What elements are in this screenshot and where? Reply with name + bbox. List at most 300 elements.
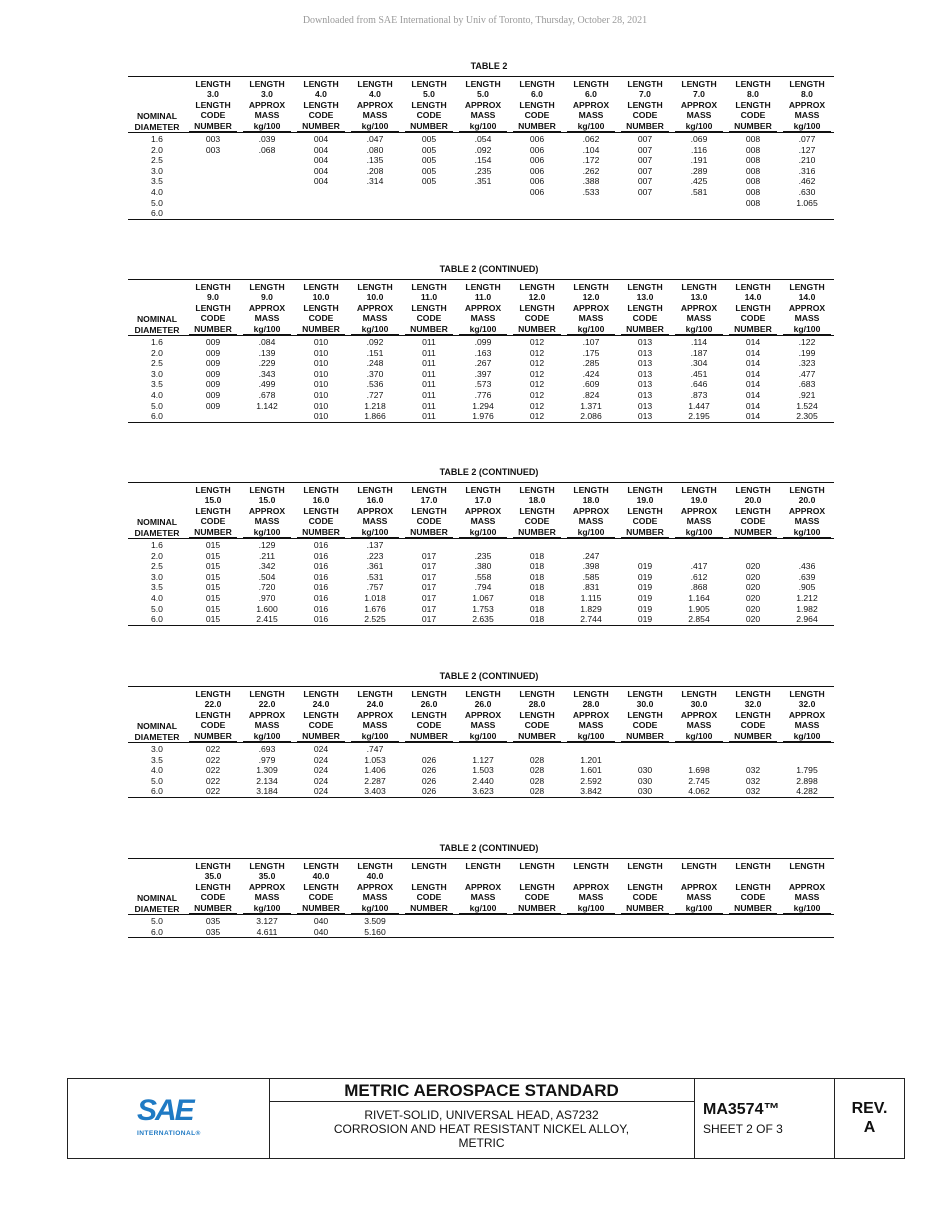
header-line: CODE — [416, 720, 442, 731]
column-header — [294, 687, 348, 743]
table-cell — [564, 927, 618, 938]
table-cell — [240, 187, 294, 198]
header-line: CODE — [524, 110, 550, 121]
header-line: APPROX — [572, 881, 610, 892]
header-line: 20.0 — [744, 495, 762, 506]
header-line: NUMBER — [297, 903, 345, 914]
header-line: LENGTH — [195, 709, 231, 720]
table-cell: .757 — [366, 582, 384, 593]
column-header — [294, 77, 348, 133]
table-cell: 018 — [529, 603, 545, 614]
table-cell: .504 — [258, 571, 276, 582]
header-line: 14.0 — [744, 292, 762, 303]
header-line: MASS — [578, 313, 604, 324]
diameter-cell: 3.0 — [151, 744, 163, 755]
column-header — [780, 687, 834, 743]
table-cell — [618, 539, 672, 551]
table-cell: 022 — [205, 754, 221, 765]
table-row — [128, 369, 834, 380]
table-row — [128, 604, 834, 615]
header-line: kg/100 — [459, 527, 507, 538]
table-cell: 013 — [637, 400, 653, 411]
table-header-row — [128, 280, 834, 336]
header-line: APPROX — [680, 302, 718, 313]
table-cell: 1.294 — [472, 400, 494, 411]
column-header — [348, 483, 402, 539]
header-line: LENGTH — [195, 485, 231, 495]
header-line: CODE — [308, 720, 334, 731]
header-line: NUMBER — [513, 903, 561, 914]
header-line: APPROX — [680, 881, 718, 892]
table-cell — [726, 915, 780, 927]
table-row — [128, 133, 834, 145]
description-line: RIVET-SOLID, UNIVERSAL HEAD, AS7232 — [364, 1108, 599, 1122]
table-cell: 007 — [637, 176, 653, 187]
table-row — [128, 786, 834, 797]
table-cell — [618, 198, 672, 209]
table-cell — [186, 187, 240, 198]
header-line: CODE — [308, 110, 334, 121]
diameter-cell: 1.6 — [151, 540, 163, 551]
table-cell — [780, 927, 834, 938]
table-cell: 009 — [205, 337, 221, 348]
header-line: LENGTH — [357, 485, 393, 495]
table-cell: 040 — [294, 927, 348, 938]
table-cell: 013 — [637, 368, 653, 379]
header-line: CODE — [200, 892, 226, 903]
header-line: MASS — [362, 313, 388, 324]
table-cell: .092 — [474, 144, 492, 155]
table-cell: 013 — [637, 358, 653, 369]
table-cell — [672, 208, 726, 219]
table-cell: 2.592 — [580, 775, 602, 786]
table-cell: .609 — [582, 379, 600, 390]
header-line: LENGTH — [303, 709, 339, 720]
table-cell: 1.201 — [580, 754, 602, 765]
table-cell: 1.976 — [456, 411, 510, 422]
table-cell: 019 — [637, 571, 653, 582]
header-line: kg/100 — [351, 121, 399, 132]
table-cell: .727 — [366, 390, 384, 400]
diameter-cell: 3.5 — [151, 379, 163, 390]
table-cell: 024 — [313, 765, 329, 776]
table-cell — [564, 743, 618, 755]
table-cell: .612 — [690, 571, 708, 582]
table-cell: 032 — [726, 786, 780, 797]
header-line: kg/100 — [243, 324, 291, 335]
header-line: kg/100 — [675, 121, 723, 132]
column-header — [456, 483, 510, 539]
header-line: 19.0 — [690, 495, 708, 506]
table-cell — [402, 915, 456, 927]
table-cell: .285 — [582, 358, 600, 369]
table-cell: 1.218 — [364, 400, 386, 411]
table-cell — [186, 176, 240, 187]
table-cell: .262 — [582, 165, 600, 176]
diameter-cell: 4.0 — [151, 593, 163, 603]
table-row — [128, 572, 834, 583]
header-line: 24.0 — [312, 699, 330, 710]
header-line: NUMBER — [405, 903, 453, 914]
table-cell — [186, 208, 240, 219]
table-cell: 020 — [745, 561, 761, 572]
header-line: LENGTH — [249, 79, 285, 89]
table-cell: 011 — [422, 358, 436, 369]
column-header — [672, 859, 726, 915]
header-line: LENGTH — [303, 505, 339, 516]
table-cell: 008 — [745, 176, 761, 187]
header-line: MASS — [578, 720, 604, 731]
table-cell: 017 — [421, 561, 437, 572]
table-cell: 007 — [637, 165, 653, 176]
table-cell: 010 — [313, 368, 329, 379]
header-line: LENGTH — [303, 485, 339, 495]
header-line: kg/100 — [783, 121, 831, 132]
table-cell: 003 — [205, 144, 221, 155]
header-line: NOMINAL — [136, 517, 178, 528]
header-line — [456, 871, 510, 881]
table-cell: 013 — [618, 411, 672, 422]
table-cell: .116 — [690, 144, 708, 155]
table-cell: .868 — [690, 582, 708, 593]
column-header — [726, 483, 780, 539]
standard-title-cell — [269, 1079, 695, 1158]
column-header — [294, 280, 348, 336]
header-line: LENGTH — [303, 282, 339, 292]
header-line: LENGTH — [195, 79, 231, 89]
table-cell — [780, 915, 834, 927]
table-cell: 006 — [529, 155, 545, 166]
column-header — [294, 859, 348, 915]
table-cell: .304 — [690, 358, 708, 369]
table-cell: .139 — [258, 347, 276, 358]
header-line: 30.0 — [690, 699, 708, 710]
header-line: CODE — [308, 892, 334, 903]
header-line: LENGTH — [303, 99, 339, 110]
table-cell — [294, 198, 348, 209]
column-header — [564, 687, 618, 743]
header-line: CODE — [524, 313, 550, 324]
table-cell: .175 — [582, 347, 600, 358]
table-row — [128, 208, 834, 219]
header-line: CODE — [740, 110, 766, 121]
header-line: NUMBER — [297, 527, 345, 538]
column-header — [456, 280, 510, 336]
table-cell: 006 — [529, 165, 545, 176]
table-cell: 1.601 — [580, 765, 602, 776]
table-cell: 035 — [205, 916, 221, 927]
table-row — [128, 379, 834, 390]
table-cell: .247 — [582, 550, 600, 561]
header-line: CODE — [740, 892, 766, 903]
table-cell — [186, 411, 240, 422]
table-cell — [402, 927, 456, 938]
table-cell: 016 — [313, 561, 329, 572]
header-line: LENGTH — [249, 282, 285, 292]
table-cell: 3.623 — [456, 786, 510, 797]
table-cell: 014 — [745, 358, 761, 369]
table-row — [128, 411, 834, 422]
header-line: CODE — [200, 516, 226, 527]
column-header — [348, 687, 402, 743]
table-cell: 028 — [529, 765, 545, 776]
table-cell: 2.134 — [256, 775, 278, 786]
nominal-diameter-header — [128, 483, 186, 539]
table-cell: .323 — [798, 358, 816, 369]
table-cell: 020 — [745, 603, 761, 614]
table-cell: 024 — [294, 786, 348, 797]
table-cell: 011 — [422, 379, 436, 390]
header-line: NUMBER — [621, 731, 669, 742]
column-header — [726, 687, 780, 743]
header-line: APPROX — [680, 709, 718, 720]
table-cell: 1.600 — [256, 603, 278, 614]
table-cell: 1.053 — [364, 754, 386, 765]
table-row — [128, 551, 834, 562]
table-cell: 015 — [205, 582, 221, 593]
header-line — [564, 871, 618, 881]
table-cell — [402, 187, 456, 198]
table-cell: 1.115 — [580, 593, 602, 603]
header-line: APPROX — [356, 881, 394, 892]
header-line: MASS — [470, 892, 496, 903]
header-line: MASS — [578, 516, 604, 527]
header-line: NOMINAL — [136, 893, 178, 904]
header-line: NUMBER — [729, 903, 777, 914]
header-line: LENGTH — [735, 881, 771, 892]
header-line: LENGTH — [357, 861, 393, 871]
header-line: LENGTH — [519, 709, 555, 720]
revision-cell — [834, 1079, 905, 1158]
table-cell: 028 — [510, 786, 564, 797]
table-cell: 1.524 — [796, 400, 818, 411]
header-line: kg/100 — [783, 903, 831, 914]
table-cell: 015 — [205, 550, 221, 561]
header-line: 24.0 — [366, 699, 384, 710]
table-cell: .581 — [690, 187, 708, 197]
header-line — [402, 871, 456, 881]
column-header — [780, 77, 834, 133]
table-cell: 008 — [745, 134, 761, 145]
sae-logo — [68, 1079, 270, 1158]
column-header — [672, 687, 726, 743]
table-title: TABLE 2 — [470, 61, 508, 71]
table-cell: 008 — [745, 197, 761, 208]
header-line: MASS — [794, 110, 820, 121]
diameter-cell: 6.0 — [128, 927, 186, 938]
title-block — [67, 1078, 905, 1159]
diameter-cell: 4.0 — [151, 765, 163, 776]
table-cell — [510, 208, 564, 219]
column-header — [618, 77, 672, 133]
table-cell: .397 — [474, 368, 492, 379]
diameter-cell: 3.5 — [151, 754, 163, 765]
table-cell — [456, 927, 510, 938]
column-header — [186, 280, 240, 336]
table-row — [128, 582, 834, 593]
header-line: APPROX — [680, 505, 718, 516]
header-line: 9.0 — [207, 292, 219, 303]
download-watermark: Downloaded from SAE International by Univ of Toronto, Thursday, October 28, 2021 — [302, 15, 648, 26]
diameter-cell: 3.5 — [151, 582, 163, 593]
table-cell: .343 — [258, 368, 276, 379]
table-cell: .211 — [258, 550, 276, 561]
table-cell: 2.635 — [456, 614, 510, 625]
column-header — [240, 687, 294, 743]
table-cell: 1.503 — [472, 765, 494, 776]
table-cell: 028 — [529, 754, 545, 765]
header-line: DIAMETER — [134, 731, 180, 742]
table-row — [128, 561, 834, 572]
column-header — [456, 77, 510, 133]
header-line: NUMBER — [405, 527, 453, 538]
column-header — [186, 687, 240, 743]
table-header-row — [128, 687, 834, 743]
table-cell: .068 — [258, 144, 276, 155]
table-cell: 009 — [205, 358, 221, 369]
table-row — [128, 358, 834, 369]
table-cell — [240, 176, 294, 187]
table-cell: 004 — [313, 155, 329, 166]
diameter-cell: 5.0 — [151, 603, 163, 614]
table-cell: .380 — [474, 561, 492, 572]
table-cell — [240, 155, 294, 166]
header-line: 15.0 — [258, 495, 276, 506]
table-cell: .499 — [258, 379, 276, 390]
header-line: 6.0 — [531, 89, 543, 100]
table-cell: .477 — [798, 368, 816, 379]
table-cell — [240, 166, 294, 177]
table-cell — [672, 551, 726, 562]
table-cell: .558 — [474, 571, 492, 582]
table-header-row — [128, 483, 834, 539]
column-header — [510, 483, 564, 539]
table-cell: .342 — [258, 561, 276, 572]
header-line: LENGTH — [789, 79, 825, 89]
header-line: kg/100 — [675, 731, 723, 742]
header-line: APPROX — [464, 302, 502, 313]
header-line: DIAMETER — [134, 324, 180, 335]
table-cell: 003 — [205, 134, 221, 145]
column-header — [510, 859, 564, 915]
table-cell: 011 — [402, 411, 456, 422]
table-cell: .235 — [474, 550, 492, 561]
header-line: MASS — [362, 110, 388, 121]
table-cell: .873 — [690, 390, 708, 400]
column-header — [510, 687, 564, 743]
column-header — [294, 483, 348, 539]
table-cell: 3.509 — [364, 916, 386, 927]
table-cell — [618, 743, 672, 755]
column-header — [240, 280, 294, 336]
diameter-cell: 4.0 — [151, 390, 163, 400]
header-line: NUMBER — [621, 527, 669, 538]
table-cell: 010 — [313, 400, 329, 411]
table-cell — [456, 187, 510, 198]
header-line: APPROX — [572, 99, 610, 110]
table-cell: 1.866 — [348, 411, 402, 422]
table-cell: .573 — [474, 379, 492, 390]
table-cell: .794 — [474, 582, 492, 593]
header-line: 6.0 — [585, 89, 597, 100]
table-cell: 011 — [422, 390, 436, 400]
header-line: 3.0 — [207, 89, 219, 100]
header-line: APPROX — [248, 505, 286, 516]
header-line: 4.0 — [315, 89, 327, 100]
header-line: APPROX — [572, 302, 610, 313]
table-cell: 1.698 — [688, 765, 710, 776]
table-cell: 1.212 — [796, 593, 818, 603]
table-row — [128, 145, 834, 156]
header-line: CODE — [740, 313, 766, 324]
diameter-cell: 3.0 — [151, 368, 163, 379]
table-cell: 1.067 — [472, 593, 494, 603]
header-line: APPROX — [248, 881, 286, 892]
table-cell: 030 — [618, 786, 672, 797]
table-cell: 3.184 — [240, 786, 294, 797]
table-row — [128, 187, 834, 198]
table-cell: .172 — [582, 155, 600, 166]
table-block — [128, 842, 834, 938]
table-row — [128, 336, 834, 348]
table-cell: 007 — [637, 144, 653, 155]
table-cell: .747 — [366, 744, 384, 755]
table-cell: 014 — [745, 368, 761, 379]
diameter-cell: 5.0 — [151, 197, 163, 208]
header-line: LENGTH — [411, 709, 447, 720]
header-line: MASS — [470, 720, 496, 731]
table-cell: 004 — [313, 176, 329, 187]
table-block — [128, 466, 834, 626]
header-line: MASS — [578, 892, 604, 903]
table-cell: .370 — [366, 368, 384, 379]
table-cell: 4.282 — [780, 786, 834, 797]
table-cell: .630 — [798, 187, 816, 197]
header-line: LENGTH — [681, 485, 717, 495]
header-line: APPROX — [788, 302, 826, 313]
header-line: 35.0 — [204, 871, 222, 882]
table-cell — [510, 539, 564, 551]
table-cell: 010 — [313, 337, 329, 348]
table-cell: 019 — [637, 582, 653, 593]
table-cell: 012 — [529, 358, 545, 369]
header-line: LENGTH — [195, 861, 231, 871]
table-cell: 012 — [529, 390, 545, 400]
table-cell: .424 — [582, 368, 600, 379]
table-cell — [672, 539, 726, 551]
header-line: kg/100 — [243, 527, 291, 538]
table-cell — [780, 743, 834, 755]
table-cell: 012 — [529, 400, 545, 411]
header-line: 35.0 — [258, 871, 276, 882]
table-cell — [348, 208, 402, 219]
header-line: NUMBER — [297, 121, 345, 132]
header-line: NUMBER — [729, 527, 777, 538]
table-cell: 026 — [421, 765, 437, 776]
header-line: NUMBER — [621, 324, 669, 335]
diameter-cell: 1.6 — [151, 134, 163, 145]
table-cell: 016 — [313, 540, 329, 551]
header-line: 18.0 — [582, 495, 600, 506]
table-cell: 3.403 — [348, 786, 402, 797]
table-cell — [186, 166, 240, 177]
header-line: LENGTH — [627, 709, 663, 720]
table-cell: 012 — [529, 337, 545, 348]
header-line: MASS — [794, 516, 820, 527]
table-cell: .905 — [798, 582, 816, 593]
table-cell — [510, 915, 564, 927]
table-cell — [780, 539, 834, 551]
